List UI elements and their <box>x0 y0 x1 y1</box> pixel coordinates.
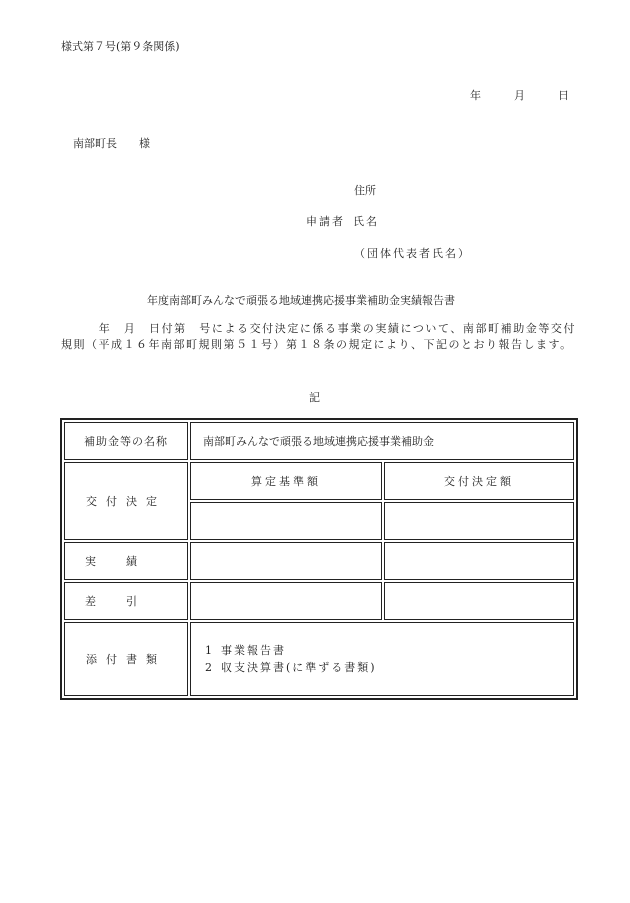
decided-amount-cell[interactable] <box>384 502 574 540</box>
addressee-honorific: 様 <box>139 137 150 150</box>
table-row <box>64 542 574 580</box>
difference-label: 差引 <box>64 582 188 620</box>
actual-base-cell[interactable] <box>190 542 382 580</box>
report-table <box>60 418 578 700</box>
attachments-label: 添付書類 <box>64 622 188 696</box>
base-amount-cell[interactable] <box>190 502 382 540</box>
date-line <box>470 87 569 103</box>
difference-decided-cell[interactable] <box>384 582 574 620</box>
body-paragraph: 年 月 日付第 号による交付決定に係る事業の実績について、南部町補助金等交付規則（平成１６年南部町規則第５１号）第１８条の規定により、下記のとおり報告します。 <box>61 322 576 351</box>
attachments-list <box>190 622 574 696</box>
attachment-text: 事業報告書 <box>221 644 286 657</box>
base-amount-header: 算定基準額 <box>190 462 382 500</box>
form-number: 様式第７号(第９条関係) <box>61 40 180 53</box>
actual-label: 実績 <box>64 542 188 580</box>
applicant-label: 申請者 <box>306 215 345 228</box>
subsidy-name-value: 南部町みんなで頑張る地域連携応援事業補助金 <box>190 422 574 460</box>
date-month-label: 月 <box>514 89 525 102</box>
table-row <box>64 622 574 696</box>
grant-decision-label: 交付決定 <box>64 462 188 540</box>
difference-base-cell[interactable] <box>190 582 382 620</box>
table-row <box>64 462 574 500</box>
addressee <box>73 135 150 151</box>
applicant-line <box>306 213 379 229</box>
date-year-label: 年 <box>470 89 481 102</box>
list-item <box>205 659 573 676</box>
address-label: 住所 <box>354 184 376 197</box>
ki-heading: 記 <box>309 391 320 404</box>
attachment-number: 1 <box>205 644 214 657</box>
actual-decided-cell[interactable] <box>384 542 574 580</box>
decided-amount-header: 交付決定額 <box>384 462 574 500</box>
attachment-text: 収支決算書(に準ずる書類) <box>221 661 377 674</box>
table-row <box>64 422 574 460</box>
document-title: 年度南部町みんなで頑張る地域連携応援事業補助金実績報告書 <box>147 294 455 307</box>
attachment-number: 2 <box>205 661 214 674</box>
list-item <box>205 642 573 659</box>
date-day-label: 日 <box>558 89 569 102</box>
name-label: 氏名 <box>353 215 379 228</box>
representative-label: （団体代表者氏名） <box>354 247 471 260</box>
addressee-name: 南部町長 <box>73 137 117 150</box>
subsidy-name-label: 補助金等の名称 <box>64 422 188 460</box>
table-row <box>64 582 574 620</box>
